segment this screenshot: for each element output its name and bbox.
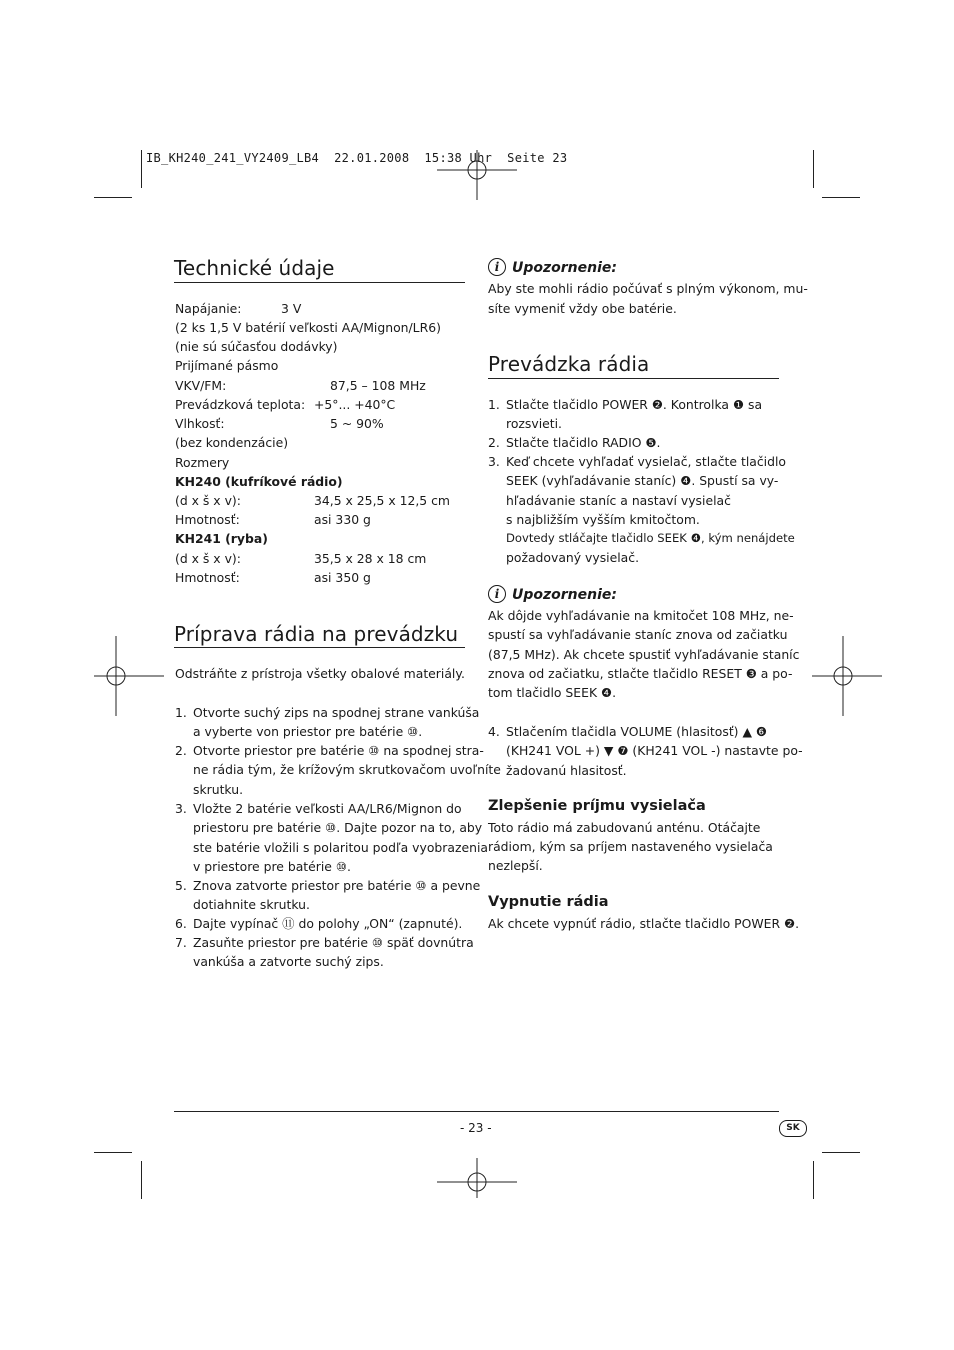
step-number: 3. (175, 801, 187, 816)
spec-label: Hmotnosť: (175, 570, 240, 585)
step-line: SEEK (vyhľadávanie staníc) ❹. Spustí sa vy- (506, 473, 779, 489)
step-line: Dajte vypínač ⑪ do polohy „ON“ (zapnuté). (193, 916, 463, 931)
spec-value: 35,5 x 28 x 18 cm (314, 551, 427, 566)
step-line: Vložte 2 batérie veľkosti AA/LR6/Mignon do (193, 801, 462, 816)
step-line: (KH241 VOL +) ▼ ❼ (KH241 VOL -) nastavte po- (506, 743, 803, 759)
spec-value: 5 ~ 90% (330, 416, 384, 431)
spec-label: (d x š x v): (175, 551, 241, 566)
step-line: Otvorte suchý zips na spodnej strane vankúša (193, 705, 480, 720)
step-line: hľadávanie staníc a nastaví vysielač (506, 492, 731, 508)
registration-mark-left (94, 636, 164, 716)
registration-mark-bottom (437, 1158, 517, 1198)
step-line: Stlačením tlačidla VOLUME (hlasitosť) ▲ ❻ (506, 724, 768, 739)
note-line: síte vymeniť vždy obe batérie. (488, 301, 677, 316)
step-line: s najbližším vyšším kmitočtom. (506, 511, 700, 527)
prep-title: Príprava rádia na prevádzku (174, 622, 459, 646)
step-number: 6. (175, 916, 187, 931)
prep-intro: Odstráňte z prístroja všetky obalové materiály. (175, 666, 465, 681)
info-icon: i (488, 585, 506, 603)
step-line: ste batérie vložili s polaritou podľa vyobrazenia (193, 839, 488, 855)
spec-label: (2 ks 1,5 V batérií veľkosti AA/Mignon/LR6) (175, 320, 441, 335)
step-line: dotiahnite skrutku. (193, 897, 310, 913)
note-line: Aby ste mohli rádio počúvať s plným výkonom, mu- (488, 281, 808, 296)
spec-value: 87,5 – 108 MHz (330, 378, 426, 393)
spec-label: Hmotnosť: (175, 512, 240, 527)
spec-label: Prevádzková teplota: (175, 397, 306, 412)
step-number: 2. (175, 743, 187, 758)
step-number: 7. (175, 935, 187, 950)
spec-label: Napájanie: (175, 301, 242, 316)
step-number: 1. (175, 705, 187, 720)
spec-value: asi 330 g (314, 512, 371, 527)
reception-line: Toto rádio má zabudovanú anténu. Otáčajte (488, 820, 761, 835)
language-badge: SK (779, 1120, 807, 1137)
step-number: 2. (488, 435, 500, 450)
registration-mark-right (812, 636, 882, 716)
spec-label: Rozmery (175, 455, 230, 470)
note-line: znova od začiatku, stlačte tlačidlo RESET ❸ a po- (488, 666, 793, 681)
step-line: Stlačte tlačidlo POWER ❷. Kontrolka ❶ sa (506, 397, 763, 412)
info-icon: i (488, 258, 506, 276)
tech-title: Technické údaje (174, 256, 335, 280)
step-line: priestoru pre batérie ⑩. Dajte pozor na to, aby (193, 820, 483, 836)
spec-label: (d x š x v): (175, 493, 241, 508)
spec-value: 34,5 x 25,5 x 12,5 cm (314, 493, 451, 508)
spec-value: 3 V (281, 301, 302, 316)
step-line: skrutku. (193, 781, 244, 797)
step-line: Zasuňte priestor pre batérie ⑩ späť dovnútra (193, 935, 474, 950)
note-line: spustí sa vyhľadávanie staníc znova od začiatku (488, 627, 788, 642)
step-number: 1. (488, 397, 500, 412)
step-line: v priestore pre batérie ⑩. (193, 858, 351, 874)
note-title: Upozornenie: (512, 260, 617, 276)
reception-line: nezlepší. (488, 858, 543, 873)
note-line: tom tlačidlo SEEK ❹. (488, 685, 617, 700)
footer-rule (174, 1111, 779, 1112)
step-line: vankúša a zatvorte suchý zips. (193, 954, 384, 970)
reception-title: Zlepšenie príjmu vysielača (488, 798, 706, 814)
step-line: Znova zatvorte priestor pre batérie ⑩ a pevne (193, 878, 481, 893)
step-number: 5. (175, 878, 187, 893)
spec-label: (nie sú súčasťou dodávky) (175, 339, 338, 354)
operation-title: Prevádzka rádia (488, 352, 650, 376)
step-line: požadovaný vysielač. (506, 550, 640, 566)
step-line: Keď chcete vyhľadať vysielač, stlačte tlačidlo (506, 454, 786, 469)
operation-title-rule (488, 378, 779, 379)
prep-title-rule (174, 647, 465, 648)
note-line: Ak dôjde vyhľadávanie na kmitočet 108 MHz, ne- (488, 608, 794, 623)
step-line: žadovanú hlasitosť. (506, 762, 627, 778)
step-line: Otvorte priestor pre batérie ⑩ na spodnej stra- (193, 743, 484, 758)
spec-label: VKV/FM: (175, 378, 227, 393)
spec-label: Prijímané pásmo (175, 358, 279, 373)
step-line: rozsvieti. (506, 416, 562, 432)
power-off-line: Ak chcete vypnúť rádio, stlačte tlačidlo POWER ❷. (488, 916, 800, 931)
step-line: a vyberte von priestor pre batérie ⑩. (193, 724, 423, 740)
reception-line: rádiom, kým sa príjem nastaveného vysielača (488, 839, 773, 854)
spec-label: Vlhkosť: (175, 416, 225, 431)
spec-value: asi 350 g (314, 570, 371, 585)
spec-label: (bez kondenzácie) (175, 435, 289, 450)
step-number: 4. (488, 724, 500, 739)
note-title: Upozornenie: (512, 587, 617, 603)
spec-model-heading: KH241 (ryba) (175, 531, 268, 546)
note-line: (87,5 MHz). Ak chcete spustiť vyhľadávanie staníc (488, 647, 800, 662)
page-number: - 23 - (460, 1121, 492, 1135)
spec-value: +5°... +40°C (314, 397, 396, 412)
print-slug: IB_KH240_241_VY2409_LB4 22.01.2008 15:38 Uhr Seite 23 (146, 151, 568, 165)
step-line: ne rádia tým, že krížovým skrutkovačom uvoľníte (193, 762, 501, 778)
step-line: Stlačte tlačidlo RADIO ❺. (506, 435, 661, 450)
spec-model-heading: KH240 (kufríkové rádio) (175, 474, 343, 489)
step-line: Dovtedy stláčajte tlačidlo SEEK ❹, kým nenájdete (506, 531, 795, 546)
power-off-title: Vypnutie rádia (488, 894, 609, 910)
step-number: 3. (488, 454, 500, 469)
tech-title-rule (174, 282, 465, 283)
